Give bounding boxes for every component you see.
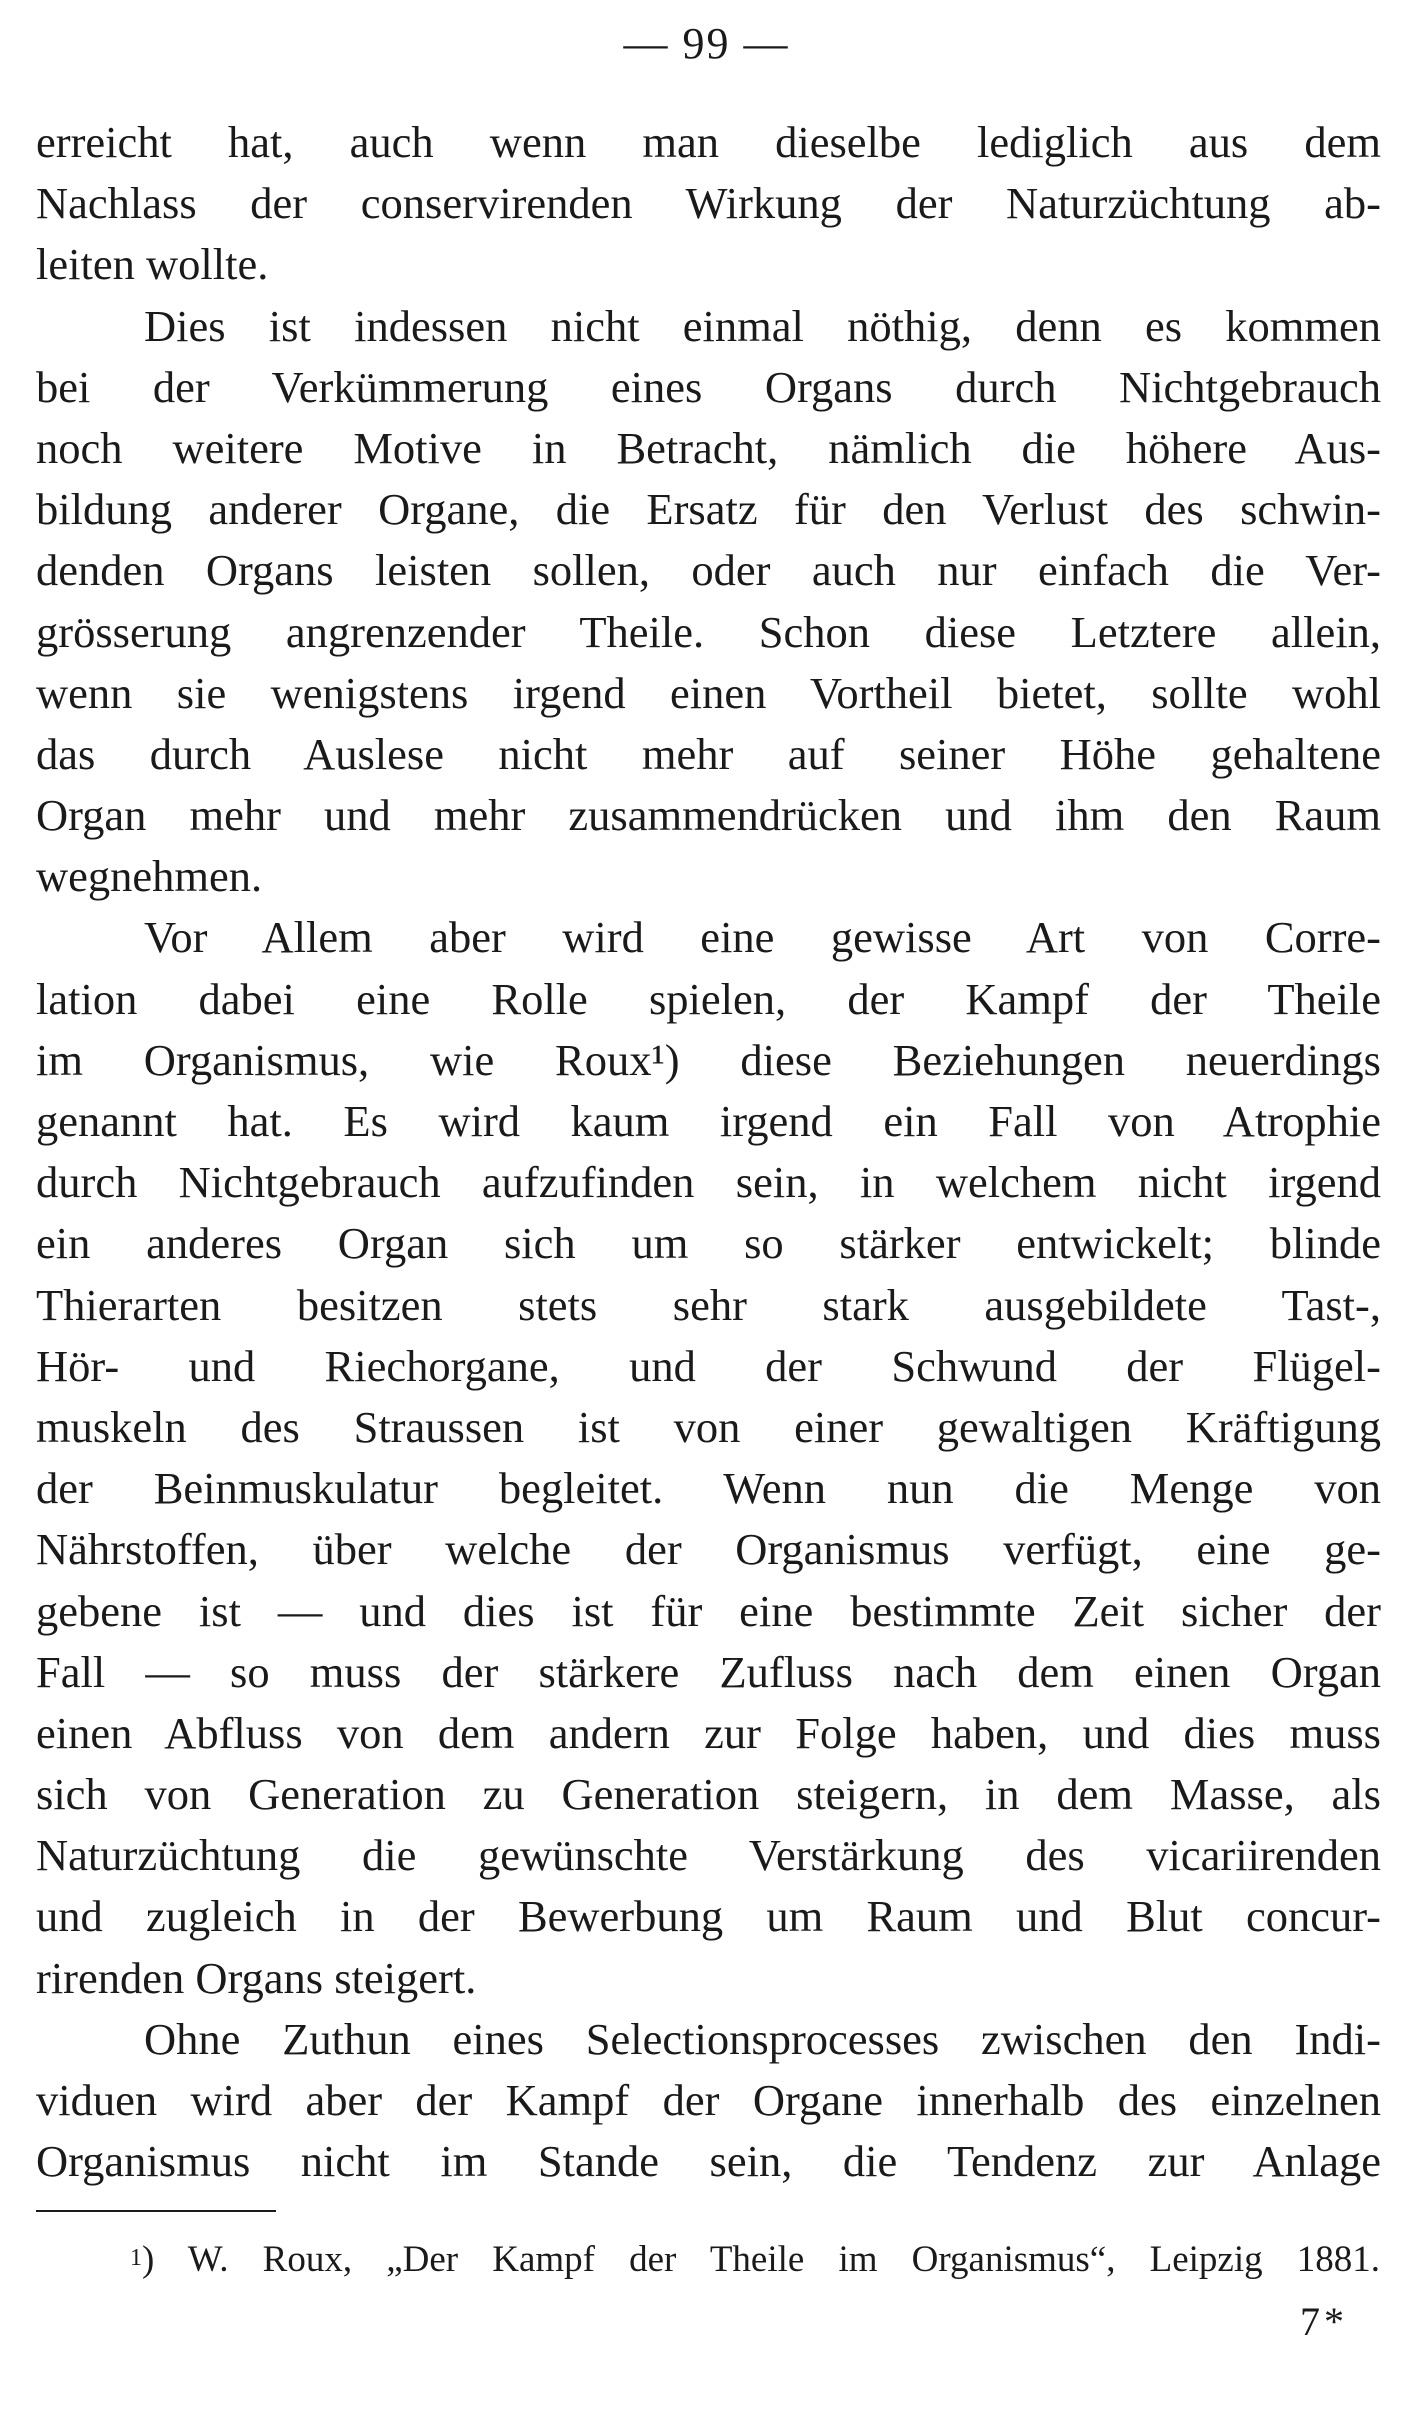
text-line: erreicht hat, auch wenn man dieselbe lediglich aus dem [36,117,1381,167]
text-line: muskeln des Straussen ist von einer gewaltigen Kräftigung [36,1401,1381,1452]
text-line: noch weitere Motive in Betracht, nämlich die höhere Aus- [36,422,1381,473]
paragraph-first-line: Vor Allem aber wird eine gewisse Art von Corre- [144,912,1381,963]
text-line: Nährstoffen, über welche der Organismus verfügt, eine ge- [36,1524,1381,1575]
body-text [36,112,1381,2192]
text-line: viduen wird aber der Kampf der Organe innerhalb des einzelnen [36,2075,1381,2125]
text-line: Thierarten besitzen stets sehr stark ausgebildete Tast-, [36,1279,1381,1330]
signature-mark: 7* [1300,2299,1348,2344]
text-line: Hör- und Riechorgane, und der Schwund der Flügel- [36,1340,1381,1391]
footnote-marker: 1 [130,2245,142,2271]
text-line: leiten wollte. [36,239,269,290]
text-line: denden Organs leisten sollen, oder auch nur einfach die Ver- [36,545,1381,596]
text-line: wegnehmen. [36,851,263,902]
text-line: bildung anderer Organe, die Ersatz für den Verlust des schwin- [36,484,1381,535]
text-line: genannt hat. Es wird kaum irgend ein Fall von Atrophie [36,1096,1381,1146]
text-line: im Organismus, wie Roux¹) diese Beziehungen neuerdings [36,1034,1381,1085]
text-line: Nachlass der conservirenden Wirkung der Naturzüchtung ab- [36,178,1381,229]
text-line: lation dabei eine Rolle spielen, der Kampf der Theile [36,973,1381,1024]
text-line: und zugleich in der Bewerbung um Raum und Blut concur- [36,1891,1381,1942]
text-line: sich von Generation zu Generation steigern, in dem Masse, als [36,1769,1381,1820]
text-line: Naturzüchtung die gewünschte Verstärkung des vicariirenden [36,1830,1381,1881]
text-line: rirenden Organs steigert. [36,1952,477,2003]
page-number: — 99 — [623,19,790,68]
footnote-rule [36,2210,276,2212]
text-line: Organismus nicht im Stande sein, die Tendenz zur Anlage [36,2136,1381,2187]
text-line: das durch Auslese nicht mehr auf seiner Höhe gehaltene [36,728,1381,779]
text-line: grösserung angrenzender Theile. Schon diese Letztere allein, [36,606,1381,657]
text-line: der Beinmuskulatur begleitet. Wenn nun die Menge von [36,1463,1381,1514]
text-line: bei der Verkümmerung eines Organs durch Nichtgebrauch [36,361,1381,412]
footnote-text: ) W. Roux, „Der Kampf der Theile im Organismus“, Leipzig 1881. [142,2239,1380,2280]
paragraph-first-line: Dies ist indessen nicht einmal nöthig, denn es kommen [144,300,1381,351]
text-line: Fall — so muss der stärkere Zufluss nach dem einen Organ [36,1646,1381,1697]
text-line: Organ mehr und mehr zusammendrücken und ihm den Raum [36,790,1381,841]
footnote [130,2236,1380,2284]
text-line: durch Nichtgebrauch aufzufinden sein, in welchem nicht irgend [36,1157,1381,1208]
text-line: wenn sie wenigstens irgend einen Vortheil bietet, sollte wohl [36,667,1381,718]
paragraph-first-line: Ohne Zuthun eines Selectionsprocesses zwischen den Indi- [144,2013,1381,2064]
text-line: ein anderes Organ sich um so stärker entwickelt; blinde [36,1218,1381,1269]
text-line: einen Abfluss von dem andern zur Folge haben, und dies muss [36,1707,1381,1758]
text-line: gebene ist — und dies ist für eine bestimmte Zeit sicher der [36,1585,1381,1636]
